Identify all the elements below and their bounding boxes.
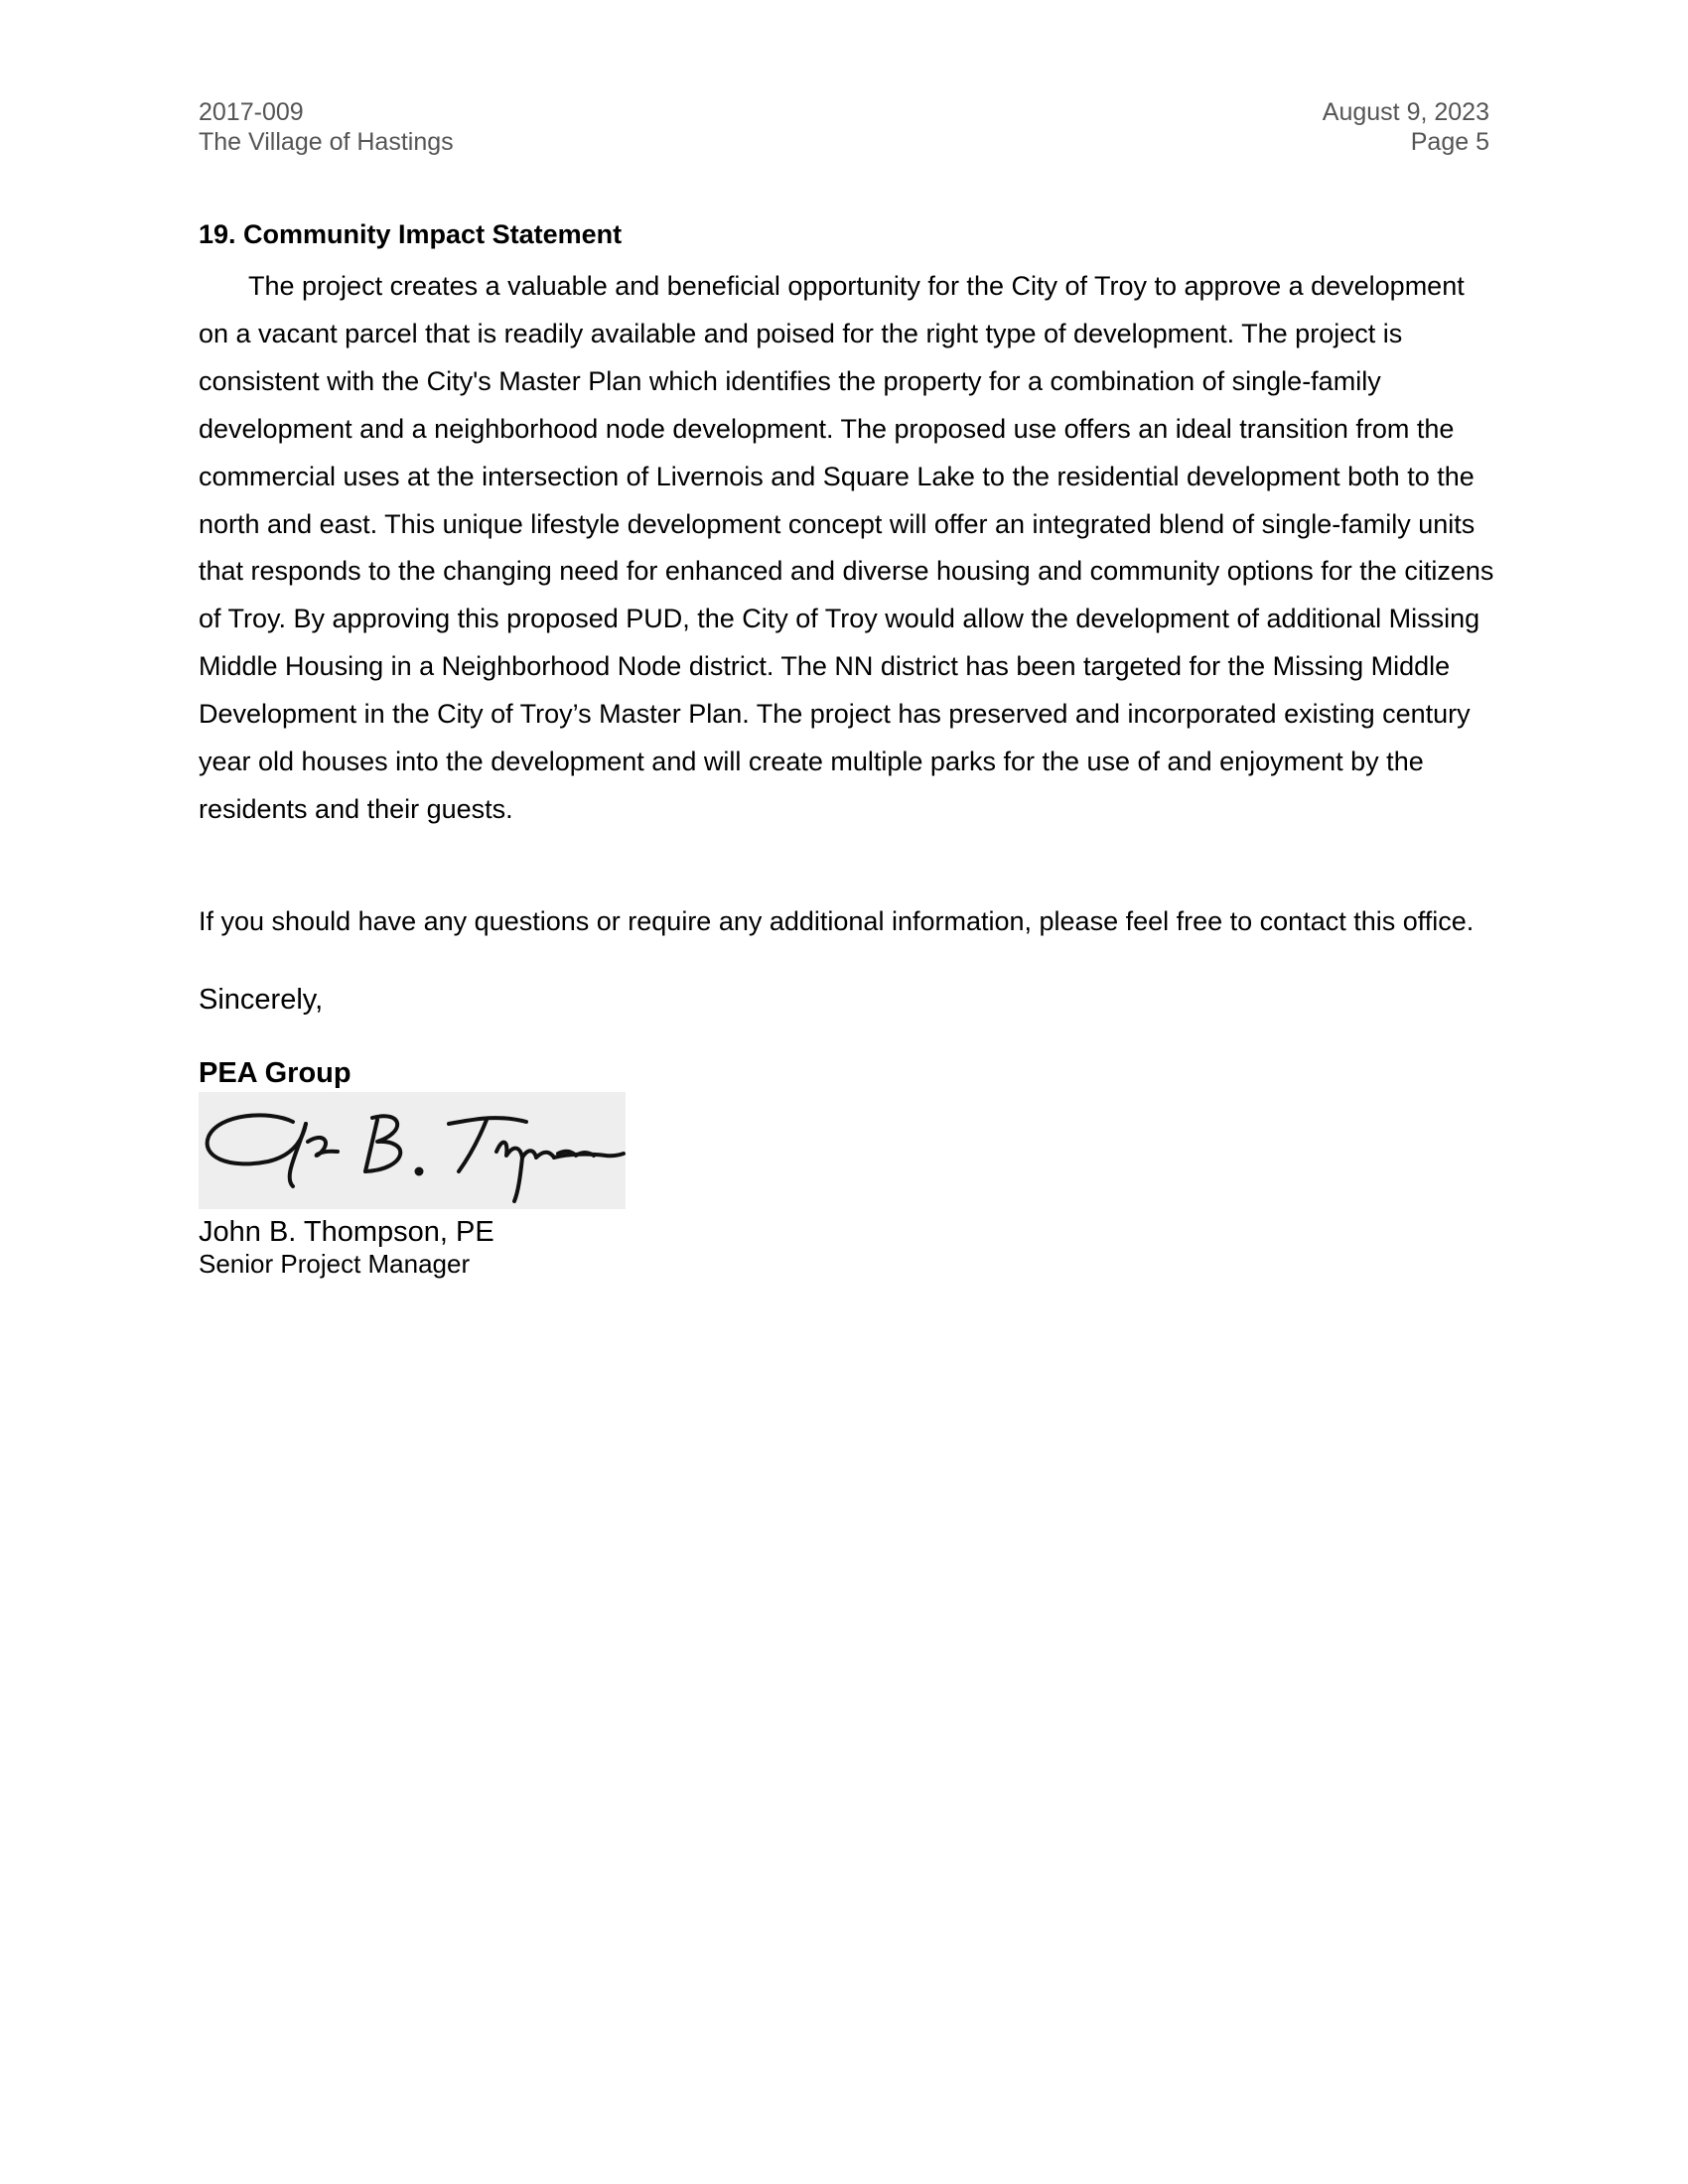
header-right (1323, 97, 1489, 157)
header-left (199, 97, 454, 157)
signature-image (199, 1092, 626, 1209)
salutation: Sincerely, (199, 984, 324, 1016)
signer-title: Senior Project Manager (199, 1249, 471, 1279)
company-name: PEA Group (199, 1057, 352, 1089)
closing-text: If you should have any questions or require any additional information, please feel free to contact this office. (199, 906, 1475, 936)
letter-date: August 9, 2023 (1322, 98, 1489, 126)
signer-name: John B. Thompson, PE (199, 1216, 494, 1248)
section-body: The project creates a valuable and beneficial opportunity for the City of Troy to approve a development on a vacant parcel that is readily available and poised for the right type of development. The project is consistent with the City's Master Plan which identifies the property for a combination of single-family development and a neighborhood node development. The proposed use offers an ideal transition from the commercial uses at the intersection of Livernois and Square Lake to the residential development both to the north and east. This unique lifestyle development concept will offer an integrated blend of single-family units that responds to the changing need for enhanced and diverse housing and community options for the citizens of Troy. By approving this proposed PUD, the City of Troy would allow the development of additional Missing Middle Housing in a Neighborhood Node district. The NN district has been targeted for the Missing Middle Development in the City of Troy’s Master Plan. The project has preserved and incorporated existing century year old houses into the development and will create multiple parks for the use of and enjoyment by the residents and their guests. (199, 271, 1494, 824)
page-number: Page 5 (1410, 128, 1489, 156)
section-heading: 19. Community Impact Statement (199, 219, 623, 249)
project-number: 2017-009 (199, 98, 304, 126)
signature-drawing (199, 1092, 626, 1209)
project-name: The Village of Hastings (199, 128, 454, 156)
